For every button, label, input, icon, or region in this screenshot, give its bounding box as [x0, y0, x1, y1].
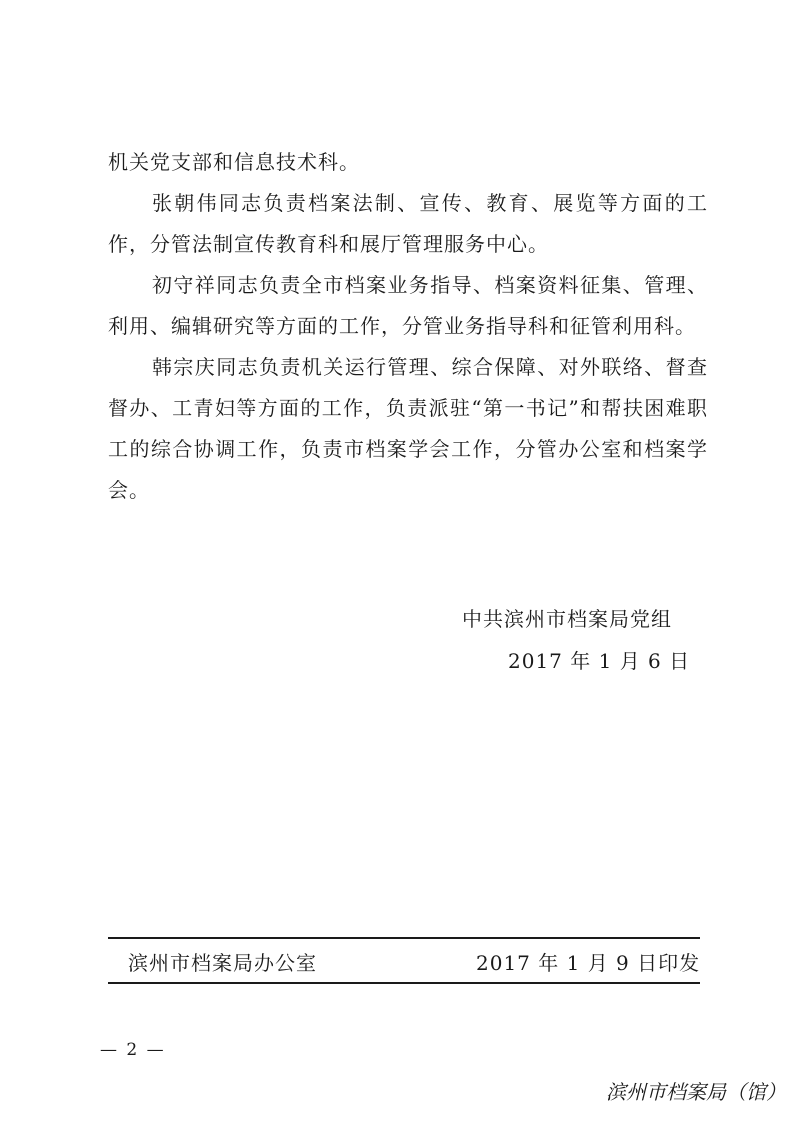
body-paragraph-han: 韩宗庆同志负责机关运行管理、综合保障、对外联络、督查督办、工青妇等方面的工作，负责派驻“第一书记”和帮扶困难职工的综合协调工作，负责市档案学会工作，分管办公室和档案学会。	[108, 355, 708, 502]
body-paragraph-chu: 初守祥同志负责全市档案业务指导、档案资料征集、管理、利用、编辑研究等方面的工作，分管业务指导科和征管利用科。	[108, 273, 708, 338]
footer-issue-date: 2017 年 1 月 9 日印发	[476, 951, 701, 975]
body-paragraph-continuation: 机关党支部和信息技术科。	[108, 150, 360, 174]
body-paragraph-zhang: 张朝伟同志负责档案法制、宣传、教育、展览等方面的工作，分管法制宣传教育科和展厅管理服务中心。	[108, 191, 708, 256]
signature-date: 2017 年 1 月 6 日	[508, 649, 691, 673]
footer-bottom-rule	[108, 982, 700, 984]
footer-issuer: 滨州市档案局办公室	[128, 951, 317, 975]
archive-bureau-watermark: 滨州市档案局（馆）	[606, 1080, 786, 1104]
page-number: — 2 —	[100, 1040, 166, 1060]
footer-top-rule	[108, 937, 700, 939]
signature-organization: 中共滨州市档案局党组	[462, 607, 672, 631]
